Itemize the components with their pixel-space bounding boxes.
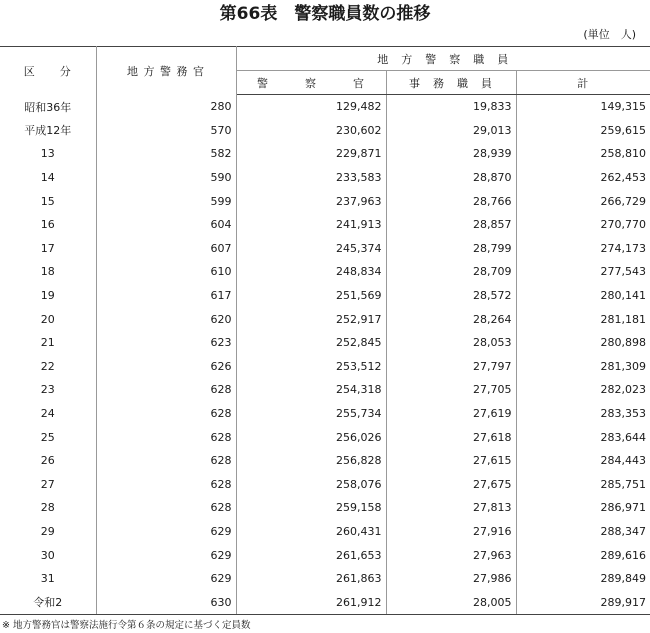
national-value: 590 — [96, 166, 236, 190]
table-row — [0, 307, 650, 331]
table-row — [0, 142, 650, 166]
national-value: 582 — [96, 142, 236, 166]
header-national: 地 方 警 務 官 — [96, 47, 236, 95]
row-label: 27 — [0, 473, 96, 497]
total-value: 289,616 — [600, 548, 647, 562]
police-value: 252,917 — [236, 307, 386, 331]
table-row — [0, 237, 650, 261]
total-value: 284,443 — [600, 454, 647, 468]
table-row — [0, 213, 650, 237]
total-value: 149,315 — [600, 100, 647, 114]
national-value: 628 — [96, 496, 236, 520]
police-value: 261,912 — [236, 590, 386, 614]
police-value: 252,845 — [236, 331, 386, 355]
row-label: 13 — [0, 142, 96, 166]
clerical-value: 29,013 — [386, 119, 516, 143]
national-value: 599 — [96, 189, 236, 213]
table-row — [0, 284, 650, 308]
table-row — [0, 590, 650, 614]
row-label: 24 — [0, 402, 96, 426]
row-label: 20 — [0, 307, 96, 331]
national-value: 628 — [96, 378, 236, 402]
clerical-value: 27,705 — [386, 378, 516, 402]
row-label: 14 — [0, 166, 96, 190]
table-row — [0, 355, 650, 379]
national-value: 629 — [96, 567, 236, 591]
table-row — [0, 378, 650, 402]
total-value: 266,729 — [600, 194, 647, 208]
total-value: 283,353 — [600, 407, 647, 421]
row-label: 21 — [0, 331, 96, 355]
total-value: 262,453 — [600, 171, 647, 185]
row-label: 19 — [0, 284, 96, 308]
total-value: 277,543 — [600, 265, 647, 279]
police-value: 233,583 — [236, 166, 386, 190]
police-value: 261,863 — [236, 567, 386, 591]
footnote: ※ 地方警務官は警察法施行令第６条の規定に基づく定員数 — [2, 620, 251, 631]
table-row — [0, 95, 650, 119]
total-value: 282,023 — [600, 383, 647, 397]
total-value: 280,141 — [600, 289, 647, 303]
table-row — [0, 449, 650, 473]
national-value: 570 — [96, 119, 236, 143]
row-label: 26 — [0, 449, 96, 473]
header-police: 警 察 官 — [236, 71, 386, 95]
total-value: 259,615 — [600, 123, 647, 137]
row-label: 17 — [0, 237, 96, 261]
row-label: 22 — [0, 355, 96, 379]
clerical-value: 27,618 — [386, 425, 516, 449]
police-value: 256,026 — [236, 425, 386, 449]
clerical-value: 28,264 — [386, 307, 516, 331]
police-value: 255,734 — [236, 402, 386, 426]
clerical-value: 28,766 — [386, 189, 516, 213]
row-label: 16 — [0, 213, 96, 237]
clerical-value: 27,797 — [386, 355, 516, 379]
police-value: 256,828 — [236, 449, 386, 473]
total-value: 274,173 — [600, 241, 647, 255]
national-value: 630 — [96, 590, 236, 614]
clerical-value: 28,799 — [386, 237, 516, 261]
clerical-value: 27,615 — [386, 449, 516, 473]
clerical-value: 19,833 — [386, 95, 516, 119]
row-label: 29 — [0, 520, 96, 544]
total-value: 258,810 — [600, 147, 647, 161]
header-total: 計 — [516, 71, 650, 95]
table-row — [0, 331, 650, 355]
police-value: 258,076 — [236, 473, 386, 497]
total-value: 288,347 — [600, 524, 647, 538]
clerical-value: 28,572 — [386, 284, 516, 308]
row-label: 平成12年 — [0, 119, 96, 143]
police-value: 237,963 — [236, 189, 386, 213]
national-value: 617 — [96, 284, 236, 308]
police-value: 129,482 — [236, 95, 386, 119]
police-value: 241,913 — [236, 213, 386, 237]
row-label: 31 — [0, 567, 96, 591]
national-value: 280 — [96, 95, 236, 119]
page-title: 第66表 警察職員数の推移 — [219, 4, 431, 24]
national-value: 626 — [96, 355, 236, 379]
total-value: 281,181 — [600, 312, 647, 326]
police-value: 259,158 — [236, 496, 386, 520]
clerical-value: 28,870 — [386, 166, 516, 190]
table-row — [0, 543, 650, 567]
row-label: 23 — [0, 378, 96, 402]
table-row — [0, 260, 650, 284]
clerical-value: 27,813 — [386, 496, 516, 520]
national-value: 623 — [96, 331, 236, 355]
unit-label: (単位 人) — [583, 28, 636, 41]
clerical-value: 28,709 — [386, 260, 516, 284]
police-value: 261,653 — [236, 543, 386, 567]
police-value: 253,512 — [236, 355, 386, 379]
national-value: 628 — [96, 402, 236, 426]
row-label: 25 — [0, 425, 96, 449]
police-value: 229,871 — [236, 142, 386, 166]
national-value: 628 — [96, 425, 236, 449]
clerical-value: 27,963 — [386, 543, 516, 567]
clerical-value: 28,939 — [386, 142, 516, 166]
total-value: 281,309 — [600, 359, 647, 373]
police-value: 248,834 — [236, 260, 386, 284]
national-value: 604 — [96, 213, 236, 237]
table-row — [0, 189, 650, 213]
row-label: 令和2 — [0, 590, 96, 614]
table-row — [0, 119, 650, 143]
national-value: 628 — [96, 449, 236, 473]
national-value: 629 — [96, 520, 236, 544]
clerical-value: 27,916 — [386, 520, 516, 544]
clerical-value: 27,619 — [386, 402, 516, 426]
clerical-value: 27,986 — [386, 567, 516, 591]
row-label: 30 — [0, 543, 96, 567]
clerical-value: 27,675 — [386, 473, 516, 497]
header-local-group: 地 方 警 察 職 員 — [236, 47, 650, 71]
table-row — [0, 473, 650, 497]
total-value: 286,971 — [600, 501, 647, 515]
police-value: 260,431 — [236, 520, 386, 544]
table-row — [0, 425, 650, 449]
national-value: 628 — [96, 473, 236, 497]
row-label: 18 — [0, 260, 96, 284]
header-clerical: 事 務 職 員 — [386, 71, 516, 95]
police-value: 254,318 — [236, 378, 386, 402]
table-row — [0, 567, 650, 591]
total-value: 289,917 — [516, 590, 650, 614]
national-value: 607 — [96, 237, 236, 261]
clerical-value: 28,053 — [386, 331, 516, 355]
national-value: 620 — [96, 307, 236, 331]
total-value: 285,751 — [600, 477, 647, 491]
table-row — [0, 496, 650, 520]
total-value: 283,644 — [600, 430, 647, 444]
national-value: 610 — [96, 260, 236, 284]
table-row — [0, 520, 650, 544]
header-category: 区 分 — [0, 47, 96, 95]
table-row — [0, 402, 650, 426]
national-value: 629 — [96, 543, 236, 567]
table-row — [0, 166, 650, 190]
staff-table — [0, 46, 650, 615]
police-value: 245,374 — [236, 237, 386, 261]
total-value: 280,898 — [600, 336, 647, 350]
police-value: 251,569 — [236, 284, 386, 308]
total-value: 270,770 — [600, 218, 647, 232]
row-label: 15 — [0, 189, 96, 213]
police-value: 230,602 — [236, 119, 386, 143]
row-label: 28 — [0, 496, 96, 520]
row-label: 昭和36年 — [0, 95, 96, 119]
clerical-value: 28,857 — [386, 213, 516, 237]
clerical-value: 28,005 — [386, 590, 516, 614]
total-value: 289,849 — [600, 572, 647, 586]
